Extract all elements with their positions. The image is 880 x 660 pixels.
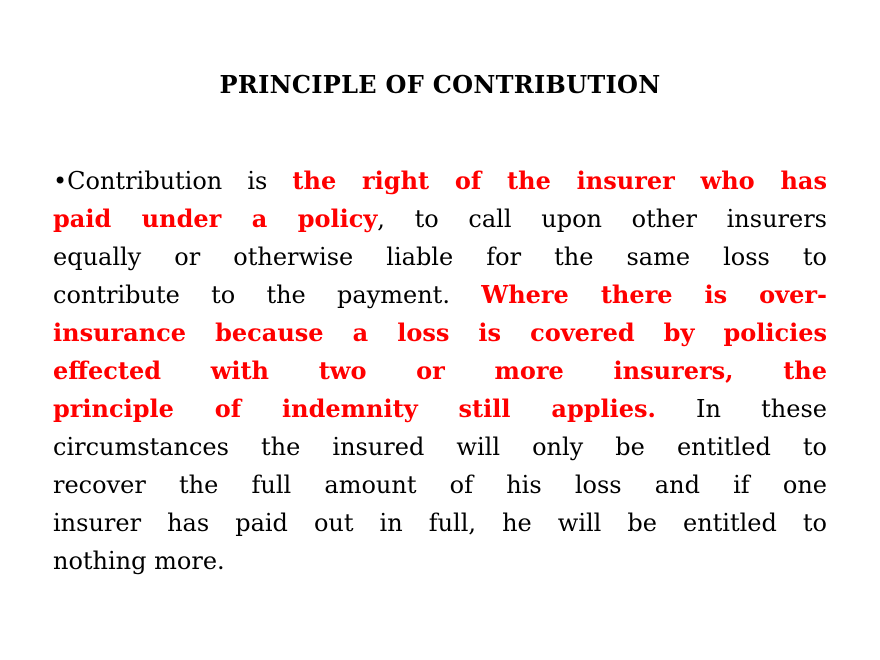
highlighted-text: principle of indemnity still applies. <box>53 394 656 423</box>
text-line <box>53 200 827 238</box>
text-line <box>53 352 827 390</box>
text-line <box>53 428 827 466</box>
highlighted-text: effected with two or more insurers, the <box>53 356 827 385</box>
bullet-paragraph <box>53 162 827 580</box>
text-line <box>53 390 827 428</box>
highlighted-text: the right of the insurer who has <box>292 166 827 195</box>
body-text: nothing more. <box>53 547 225 575</box>
slide-title: PRINCIPLE OF CONTRIBUTION <box>219 70 661 99</box>
body-text: circumstances the insured will only be entitled to <box>53 433 827 461</box>
text-line <box>53 542 827 580</box>
body-text: recover the full amount of his loss and if one <box>53 471 827 499</box>
body-text: equally or otherwise liable for the same loss to <box>53 243 827 271</box>
text-line <box>53 276 827 314</box>
body-text: contribute to the payment. <box>53 281 482 309</box>
highlighted-text: Where there is over- <box>481 280 827 309</box>
text-line <box>53 162 827 200</box>
text-line <box>53 314 827 352</box>
highlighted-text: insurance because a loss is covered by policies <box>53 318 827 347</box>
highlighted-text: paid under a policy <box>53 204 378 233</box>
body-text: , to call upon other insurers <box>377 205 827 233</box>
text-line <box>53 238 827 276</box>
body-text: In these <box>655 395 827 423</box>
body-text: insurer has paid out in full, he will be entitled to <box>53 509 827 537</box>
text-line <box>53 504 827 542</box>
body-text: •Contribution is <box>53 167 293 195</box>
text-line <box>53 466 827 504</box>
